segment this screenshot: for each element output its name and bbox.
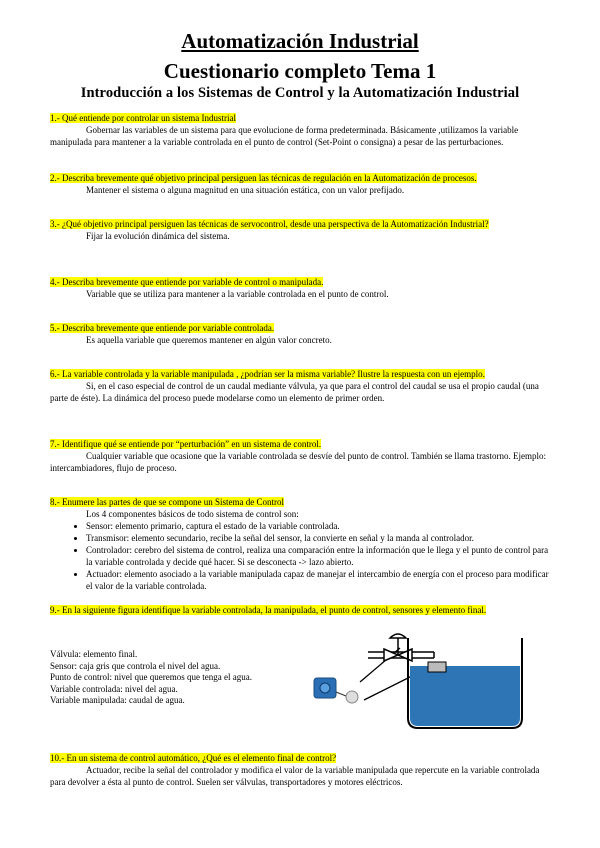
question-text: 1.- Qué entiende por controlar un sistema Industrial — [50, 113, 236, 123]
question-text: 4.- Describa brevemente que entiende por variable de control o manipulada. — [50, 277, 324, 287]
question-text: 8.- Enumere las partes de que se compone un Sistema de Control — [50, 497, 284, 507]
answer-text: Fijar la evolución dinámica del sistema. — [86, 231, 230, 241]
question-7 — [50, 438, 550, 474]
legend-line: Variable controlada: nivel del agua. — [50, 683, 178, 694]
topic-title: Introducción a los Sistemas de Control y la Automatización Industrial — [80, 85, 520, 101]
question-text: 7.- Identifique qué se entiende por “perturbación” en un sistema de control. — [50, 439, 322, 449]
answer-text: Variable que se utiliza para mantener a la variable controlada en el punto de control. — [86, 289, 389, 299]
question-4 — [50, 276, 550, 300]
question-text: 3.- ¿Qué objetivo principal persiguen las técnicas de servocontrol, desde una perspectiva de la Automatización Industrial? — [50, 219, 489, 229]
list-item: • Actuador: elemento asociado a la variable manipulada capaz de manejar el intercambio de energía con el proceso para modificar el valor de la variable controlada. — [86, 568, 550, 592]
question-text: 9.- En la siguiente figura identifique la variable controlada, la manipulada, el punto de control, sensores y elemento final. — [50, 605, 487, 615]
quiz-subtitle: Cuestionario completo Tema 1 — [163, 59, 437, 83]
answer-intro: Los 4 componentes básicos de todo sistema de control son: — [86, 509, 299, 519]
question-10 — [50, 752, 550, 788]
list-item: • Sensor: elemento primario, captura el estado de la variable controlada. — [86, 520, 550, 532]
question-text: 5.- Describa brevemente que entiende por variable controlada. — [50, 323, 275, 333]
answer-text: Gobernar las variables de un sistema para que evolucione de forma predeterminada. Básicamente ,utilizamos la variable manipulada para mantener a la variable controlada en el punto de control (Set-Point o consigna) a pesar de las perturbaciones. — [50, 125, 519, 147]
question-text: 10.- En un sistema de control automático, ¿Qué es el elemento final de control? — [50, 753, 337, 763]
course-title: Automatización Industrial — [181, 29, 419, 53]
level-sensor — [428, 662, 446, 672]
question-1 — [50, 112, 550, 148]
question-5 — [50, 322, 550, 346]
answer-text: Actuador, recibe la señal del controlador y modifica el valor de la variable manipulada que repercute en la variable controlada para devolver a ésta al punto de control. Suelen ser válvulas, transportadores y motores eléctricos. — [50, 765, 540, 787]
figure-legend — [50, 649, 252, 707]
legend-line: Punto de control: nivel que queremos que tenga el agua. — [50, 672, 252, 682]
question-text: 6.- La variable controlada y la variable manipulada , ¿podrían ser la misma variable? Ilustre la respuesta con un ejemplo. — [50, 369, 485, 379]
list-item: • Controlador: cerebro del sistema de control, realiza una comparación entre la información que le llega y el punto de control para la variable controlada y decide qué hacer. Si se desconecta -> lazo abierto. — [86, 544, 550, 568]
answer-text: Cualquier variable que ocasione que la variable controlada se desvíe del punto de control. También se llama trastorno. Ejemplo: intercambiadores, flujo de proceso. — [50, 451, 547, 473]
answer-text: Es aquella variable que queremos mantener en algún valor concreto. — [86, 335, 332, 345]
answer-text: Si, en el caso especial de control de un caudal mediante válvula, ya que para el control del caudal se usa el propio caudal (una parte de éste). La dinámica del proceso puede modelarse como un elemento de primer orden. — [50, 381, 539, 403]
question-text: 2.- Describa brevemente qué objetivo principal persiguen las técnicas de regulación en la Automatización de procesos. — [50, 173, 477, 183]
water-level — [410, 666, 520, 726]
answer-text: Mantener el sistema o alguna magnitud en una situación estática, con un valor prefijado. — [86, 185, 405, 195]
legend-line: Variable manipulada: caudal de agua. — [50, 695, 185, 705]
legend-line: Válvula: elemento final. — [50, 649, 138, 659]
question-2 — [50, 172, 550, 196]
list-item: • Transmisor: elemento secundario, recibe la señal del sensor, la convierte en señal y la manda al controlador. — [86, 532, 550, 544]
question-8 — [50, 496, 550, 592]
controller-icon — [314, 678, 358, 703]
legend-line: Sensor: caja gris que controla el nivel del agua. — [50, 660, 221, 671]
tank-control-diagram — [300, 600, 540, 740]
components-list — [50, 520, 550, 592]
question-3 — [50, 218, 550, 242]
question-6 — [50, 368, 550, 404]
